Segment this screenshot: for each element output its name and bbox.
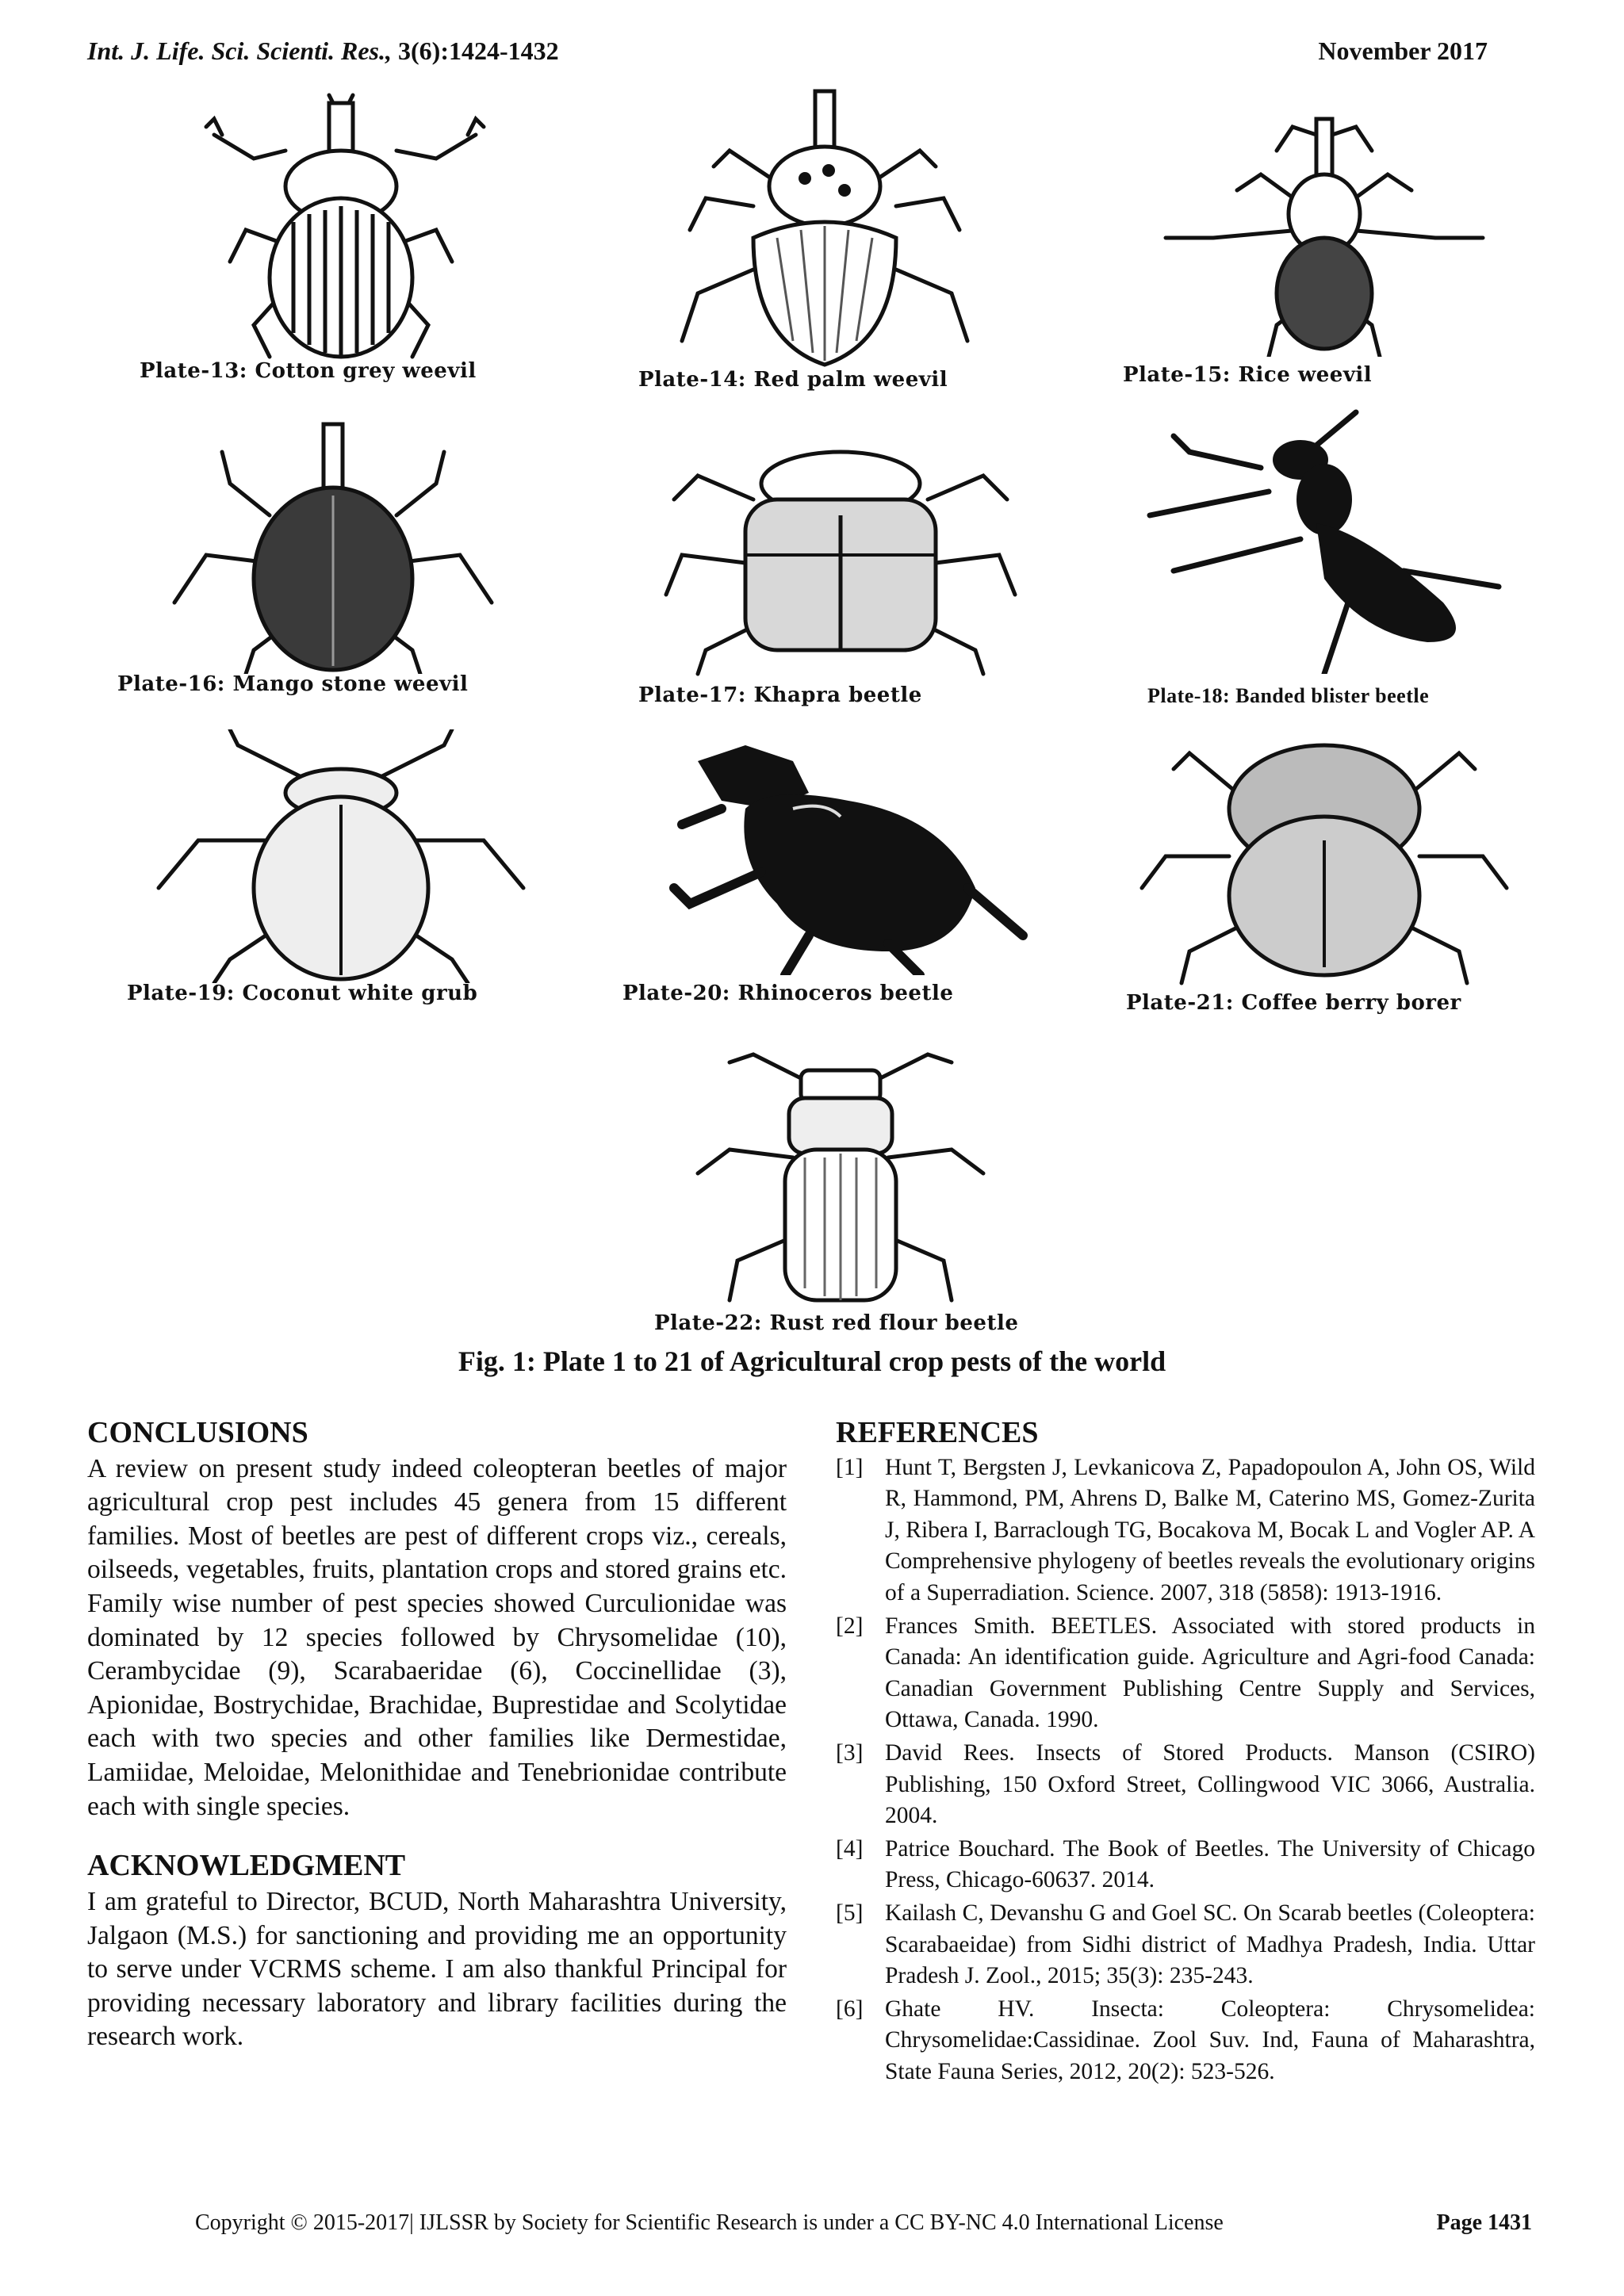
beetle-grub-icon [143, 729, 539, 983]
references-heading: REFERENCES [836, 1416, 1039, 1449]
plate-21-caption: Plate-21: Coffee berry borer [1126, 991, 1461, 1015]
plate-15 [1110, 103, 1538, 396]
plate-22-caption: Plate-22: Rust red flour beetle [654, 1311, 1019, 1335]
journal-name: Int. J. Life. Sci. Scienti. Res., [87, 36, 392, 65]
reference-text: Kailash C, Devanshu G and Goel SC. On Scarab beetles (Coleoptera: Scarabaeidae) from Sidhi district of Madhya Pradesh, India. Uttar Pradesh J. Zool., 2015; 35(3): 235-243. [885, 1900, 1535, 1989]
plate-22 [619, 1039, 1063, 1340]
conclusions-text: A review on present study indeed coleopteran beetles of major agricultural crop pest includes 45 genera from 15 different families. Most of beetles are pest of different crops viz., cereals, oilseeds, vegetables, fruits, plantation crops and stored grains etc. Family wise number of pest species showed Curculionidae was dominated by 12 species followed by Chrysomelidae (10), Cerambycidae (9), Scarabaeridae (6), Coccinellidae (3), Apionidae, Bostrychidae, Brachidae, Buprestidae and Scolytidae each with two species and other families like Dermestidae, Lamiidae, Meloidae, Melonithidae and Tenebrionidae contribute each with single species. [87, 1453, 787, 1821]
figure-caption: Fig. 1: Plate 1 to 21 of Agricultural crop pests of the world [458, 1345, 1166, 1377]
reference-item [836, 1611, 1535, 1736]
weevil-dark-icon [127, 420, 539, 674]
plate-20-caption: Plate-20: Rhinoceros beetle [622, 982, 954, 1005]
reference-item [836, 1834, 1535, 1896]
reference-number: [4] [836, 1835, 864, 1862]
running-header [87, 36, 559, 66]
weevil-rice-icon [1118, 103, 1530, 357]
acknowledgment-text: I am grateful to Director, BCUD, North Maharashtra University, Jalgaon (M.S.) for sanctioning and providing me an opportunity to serve under VCRMS scheme. I am also thankful Principal for providing necessary laboratory and library facilities during the research work. [87, 1886, 787, 2052]
plate-19 [119, 729, 563, 1015]
copyright-notice: Copyright © 2015-2017| IJLSSR by Society for Scientific Research is under a CC BY-NC 4.0 International License [195, 2210, 1224, 2235]
right-column [836, 1416, 1535, 2090]
reference-item [836, 1738, 1535, 1832]
weevil-striped-icon [135, 87, 547, 365]
acknowledgment-heading: ACKNOWLEDGMENT [87, 1849, 406, 1883]
conclusions-heading: CONCLUSIONS [87, 1416, 308, 1449]
journal-volume: 3(6):1424-1432 [392, 36, 559, 65]
plate-21 [1110, 729, 1538, 1023]
beetle-khapra-icon [650, 436, 1031, 682]
reference-number: [6] [836, 1996, 864, 2022]
reference-number: [2] [836, 1613, 864, 1639]
plate-20 [611, 729, 1055, 1015]
left-column [87, 1416, 787, 2054]
reference-text: Hunt T, Bergsten J, Levkanicova Z, Papadopoulon A, John OS, Wild R, Hammond, PM, Ahrens D, Balke M, Caterino MS, Gomez-Zurita J, Ribera I, Barraclough TG, Bocakova M, Bocak L and Vogler AP. A Comprehensive phylogeny of beetles reveals the evolutionary origins of a Superradiation. Science. 2007, 318 (5858): 1913-1916. [885, 1454, 1535, 1606]
plate-13 [119, 87, 563, 388]
plate-15-caption: Plate-15: Rice weevil [1123, 363, 1373, 387]
reference-item [836, 1898, 1535, 1992]
plate-18 [1118, 404, 1546, 721]
beetle-borer-icon [1126, 729, 1522, 991]
reference-number: [3] [836, 1740, 864, 1766]
page-number: Page 1431 [1436, 2210, 1532, 2235]
plate-17-caption: Plate-17: Khapra beetle [638, 683, 922, 707]
reference-item [836, 1452, 1535, 1609]
plate-14-caption: Plate-14: Red palm weevil [638, 368, 948, 392]
reference-text: Patrice Bouchard. The Book of Beetles. The University of Chicago Press, Chicago-60637. 2014. [885, 1835, 1535, 1893]
plate-16-caption: Plate-16: Mango stone weevil [117, 672, 469, 696]
reference-item [836, 1994, 1535, 2088]
plate-18-caption: Plate-18: Banded blister beetle [1147, 684, 1430, 707]
beetle-blister-icon [1126, 404, 1538, 674]
reference-text: Ghate HV. Insecta: Coleoptera: Chrysomelidea: Chrysomelidae:Cassidinae. Zool Suv. Ind, Fauna of Maharashtra, State Fauna Series, 2012, 20(2): 523-526. [885, 1996, 1535, 2084]
beetle-rhinoceros-icon [626, 729, 1039, 975]
plate-13-caption: Plate-13: Cotton grey weevil [140, 359, 477, 383]
references-list [836, 1452, 1535, 2088]
beetle-flour-icon [658, 1039, 1023, 1308]
plate-19-caption: Plate-19: Coconut white grub [127, 982, 478, 1005]
weevil-palm-icon [634, 87, 1015, 373]
reference-number: [1] [836, 1454, 864, 1480]
reference-number: [5] [836, 1900, 864, 1926]
reference-text: David Rees. Insects of Stored Products. Manson (CSIRO) Publishing, 150 Oxford Street, Collingwood VIC 3066, Australia. 2004. [885, 1740, 1535, 1829]
plate-16 [111, 420, 555, 706]
issue-date: November 2017 [1318, 36, 1488, 65]
reference-text: Frances Smith. BEETLES. Associated with stored products in Canada: An identification guide. Agriculture and Agri-food Canada: Canadian Government Publishing Centre Supply and Services, Ottawa, Canada. 1990. [885, 1613, 1535, 1733]
plate-14 [619, 87, 1031, 396]
plate-17 [634, 436, 1047, 714]
